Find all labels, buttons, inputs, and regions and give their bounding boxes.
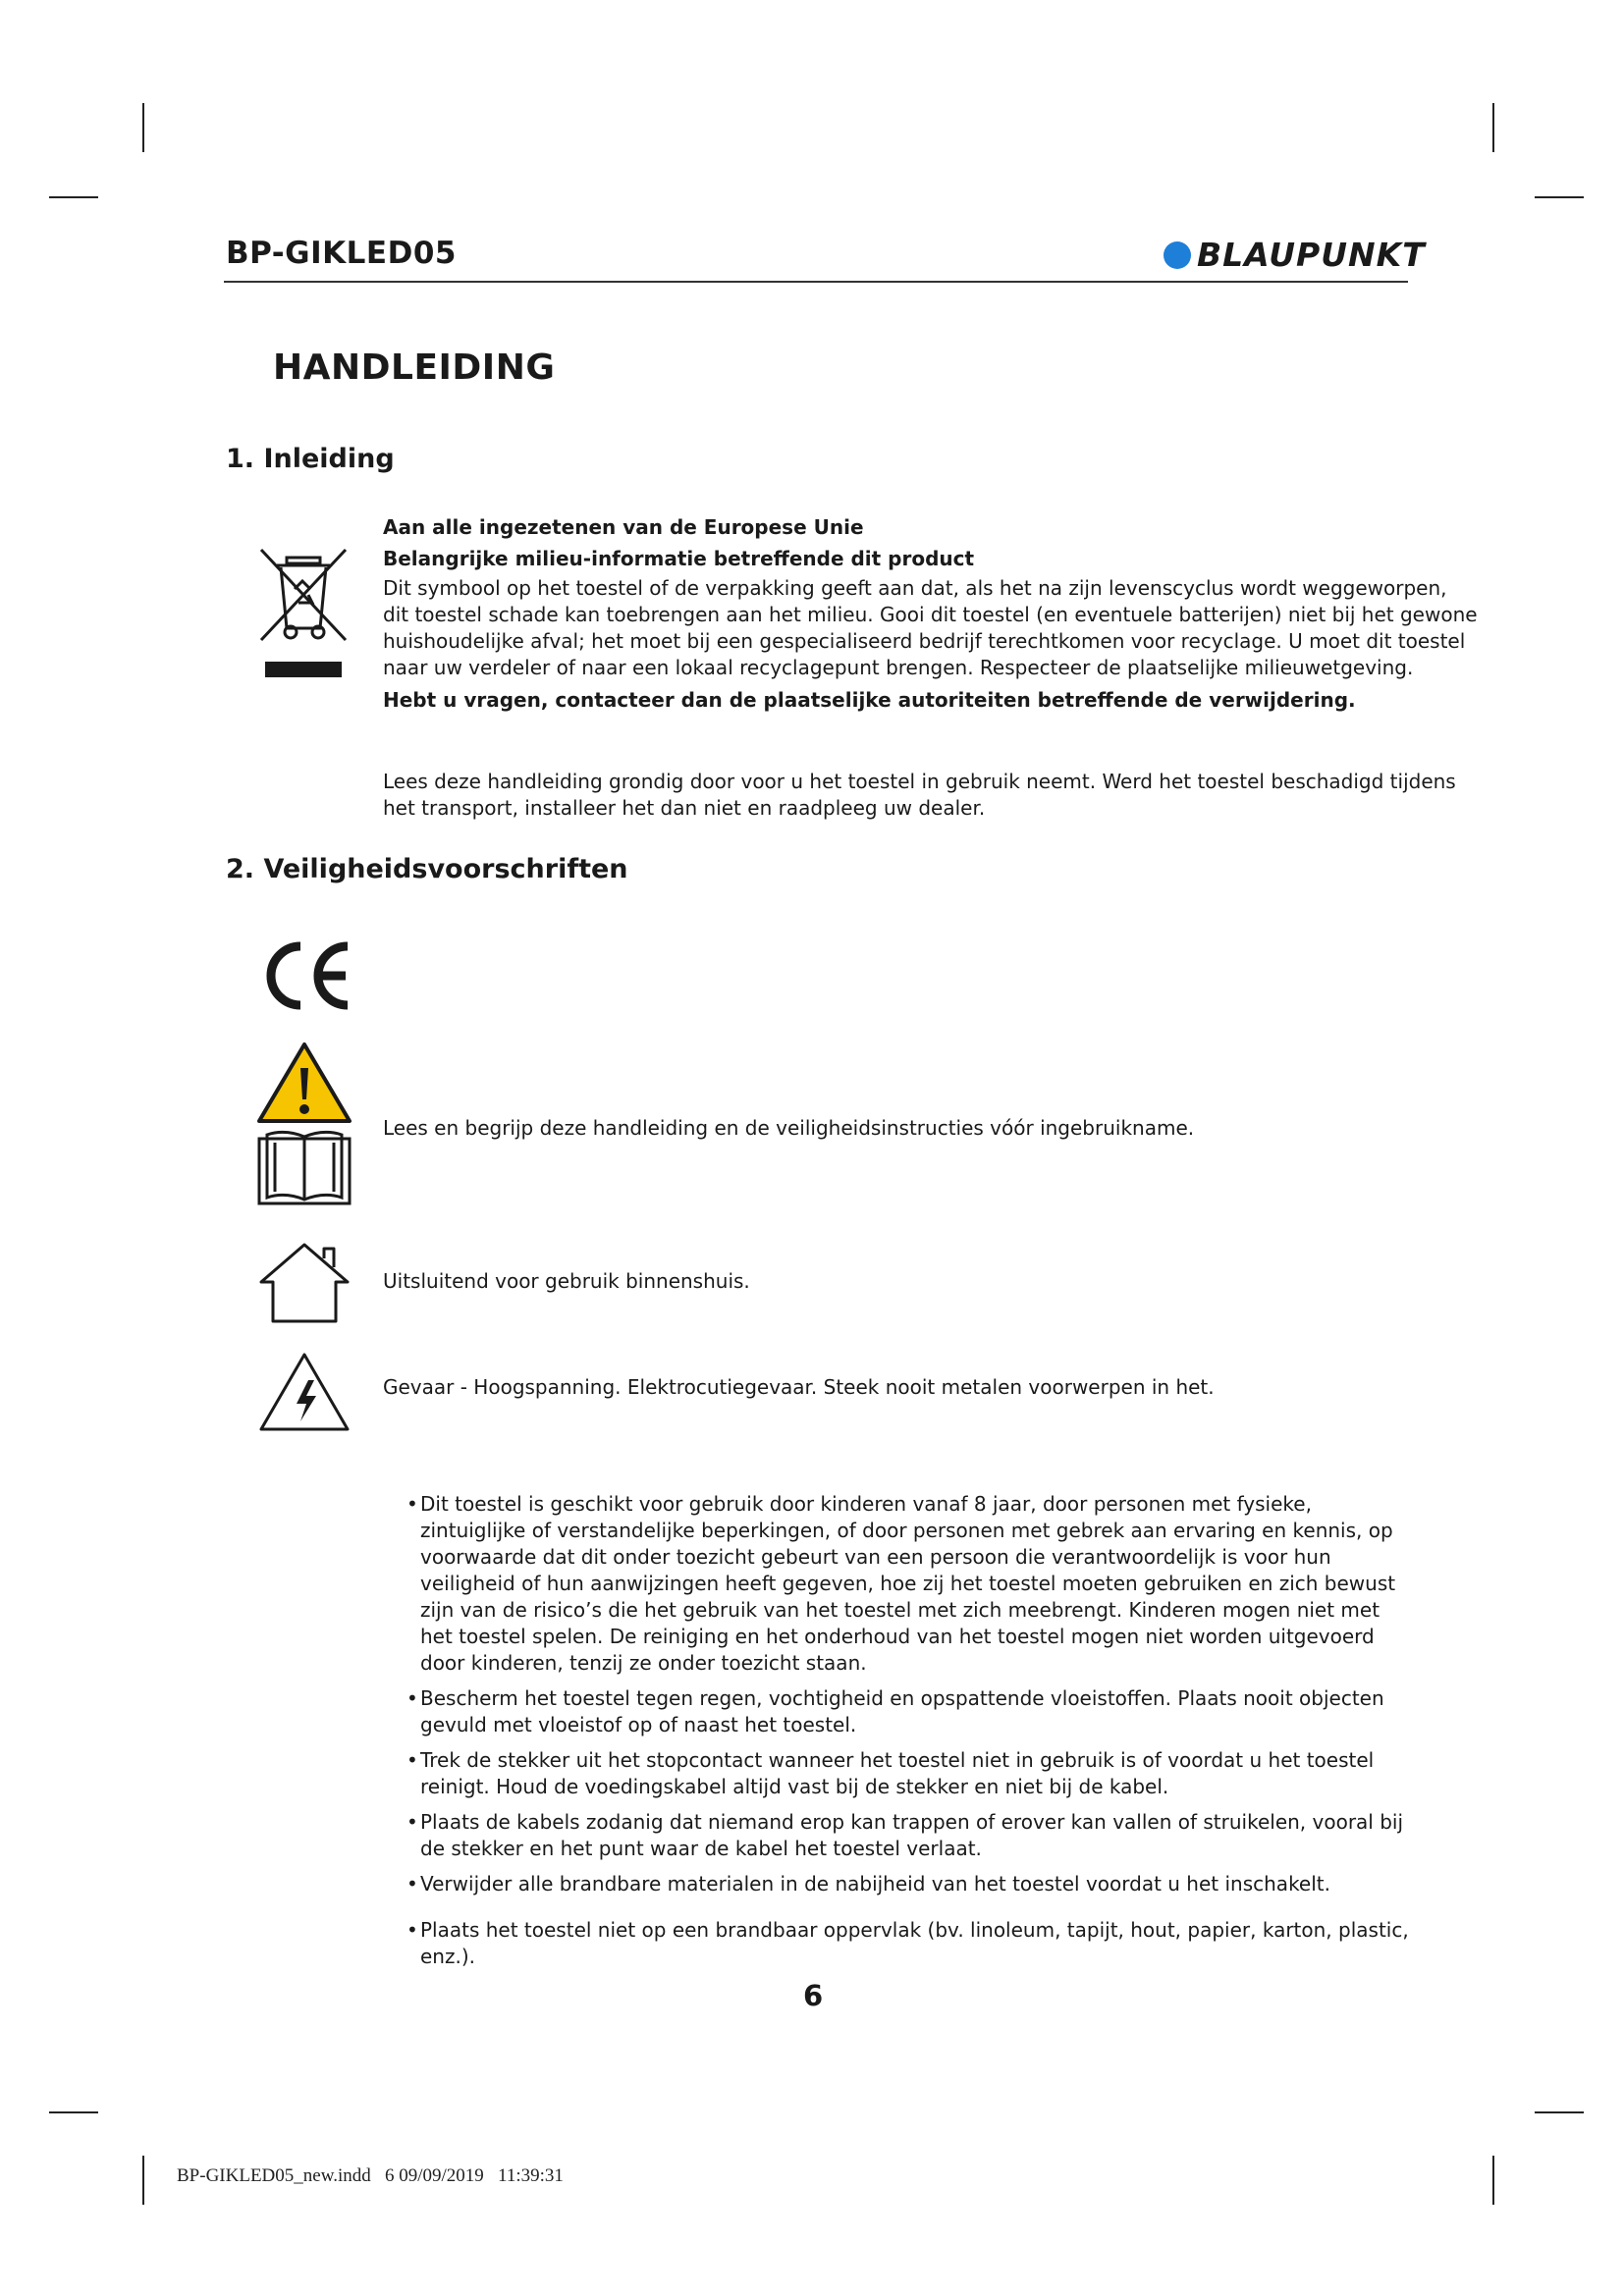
notice-text-line: Dit symbool op het toestel of de verpakking geeft aan dat, als het na zijn levenscyclus wordt weggeworpen,	[383, 576, 1447, 600]
page-number: 6	[803, 1979, 824, 2012]
list-item: • Plaats het toestel niet op een brandbaar oppervlak (bv. linoleum, tapijt, hout, papier, karton, plastic, enz.).	[391, 1917, 1412, 1970]
section1-heading: 1. Inleiding	[226, 444, 395, 474]
notice-question: Hebt u vragen, contacteer dan de plaatselijke autoriteiten betreffende de verwijdering.	[383, 688, 1356, 712]
notice-text-line: dit toestel schade kan toebrengen aan het milieu. Gooi dit toestel (en eventuele batterijen) niet bij het gewone	[383, 603, 1478, 626]
ce-mark-icon	[257, 936, 355, 1015]
list-item: • Dit toestel is geschikt voor gebruik door kinderen vanaf 8 jaar, door personen met fysieke, zintuiglijke of verstandelijke beperkingen, of door personen met gebrek aan ervaring en kennis, op voorwaarde dat dit onder toezicht gebeurt van een persoon die verantwoordelijk is voor hun veiligheid of hun aanwijzingen heeft gegeven, hoe zij het toestel moeten gebruiken en zich bewust zijn van de risico’s die het gebruik van het toestel met zich meebrengt. Kinderen mogen niet met het toestel spelen. De reiniging en het onderhoud van het toestel mogen niet worden uitgevoerd door kinderen, tenzij ze onder toezicht staan.	[391, 1491, 1412, 1677]
crop-mark	[1535, 2111, 1584, 2113]
crop-mark	[142, 2156, 144, 2205]
brand-logo	[1164, 236, 1426, 274]
page-title: HANDLEIDING	[273, 347, 556, 388]
high-voltage-icon	[257, 1351, 352, 1433]
read-manual-line: het transport, installeer het dan niet en raadpleeg uw dealer.	[383, 796, 986, 820]
notice-text-line: huishoudelijke afval; het moet bij een gespecialiseerd bedrijf terechtkomen voor recyclage. U moet dit toestel	[383, 629, 1466, 653]
list-item: • Plaats de kabels zodanig dat niemand erop kan trappen of erover kan vallen of struikelen, vooral bij de stekker en het punt waar de kabel het toestel verlaat.	[391, 1809, 1412, 1862]
crop-mark	[142, 103, 144, 152]
crop-mark	[49, 2111, 98, 2113]
section2-heading: 2. Veiligheidsvoorschriften	[226, 854, 628, 884]
safety-bullet-list	[391, 1491, 1412, 1979]
notice-text-line: naar uw verdeler of naar een lokaal recyclagepunt brengen. Respecteer de plaatselijke milieuwetgeving.	[383, 656, 1414, 679]
manual-book-icon	[255, 1129, 353, 1207]
read-manual-line: Lees deze handleiding grondig door voor u het toestel in gebruik neemt. Werd het toestel beschadigd tijdens	[383, 770, 1456, 793]
voltage-text: Gevaar - Hoogspanning. Elektrocutiegevaar. Steek nooit metalen voorwerpen in het.	[383, 1375, 1215, 1399]
crop-mark	[1492, 103, 1494, 152]
crop-mark	[49, 196, 98, 198]
notice-line-2: Belangrijke milieu-informatie betreffende dit product	[383, 547, 975, 570]
list-item: • Trek de stekker uit het stopcontact wanneer het toestel niet in gebruik is of voordat u het toestel reinigt. Houd de voedingskabel altijd vast bij de stekker en niet bij de kabel.	[391, 1747, 1412, 1800]
indoor-text: Uitsluitend voor gebruik binnenshuis.	[383, 1269, 750, 1293]
list-item: • Bescherm het toestel tegen regen, vochtigheid en opspattende vloeistoffen. Plaats nooit objecten gevuld met vloeistof op of naast het toestel.	[391, 1685, 1412, 1738]
notice-text	[383, 575, 1478, 681]
warning-icon	[255, 1041, 353, 1125]
brand-dot-icon	[1164, 241, 1191, 269]
warning-text: Lees en begrijp deze handleiding en de veiligheidsinstructies vóór ingebruikname.	[383, 1116, 1195, 1140]
read-manual-paragraph	[383, 769, 1456, 822]
print-footer: BP-GIKLED05_new.indd 6 09/09/2019 11:39:31	[177, 2165, 564, 2186]
crop-mark	[1535, 196, 1584, 198]
list-item: • Verwijder alle brandbare materialen in de nabijheid van het toestel voordat u het inschakelt.	[391, 1871, 1412, 1897]
header-divider	[224, 281, 1408, 283]
house-icon	[257, 1241, 352, 1325]
notice-line-1: Aan alle ingezetenen van de Europese Unie	[383, 515, 864, 539]
crop-mark	[1492, 2156, 1494, 2205]
model-number: BP-GIKLED05	[226, 236, 457, 271]
brand-name: BLAUPUNKT	[1197, 236, 1426, 274]
weee-bin-icon	[257, 546, 350, 683]
